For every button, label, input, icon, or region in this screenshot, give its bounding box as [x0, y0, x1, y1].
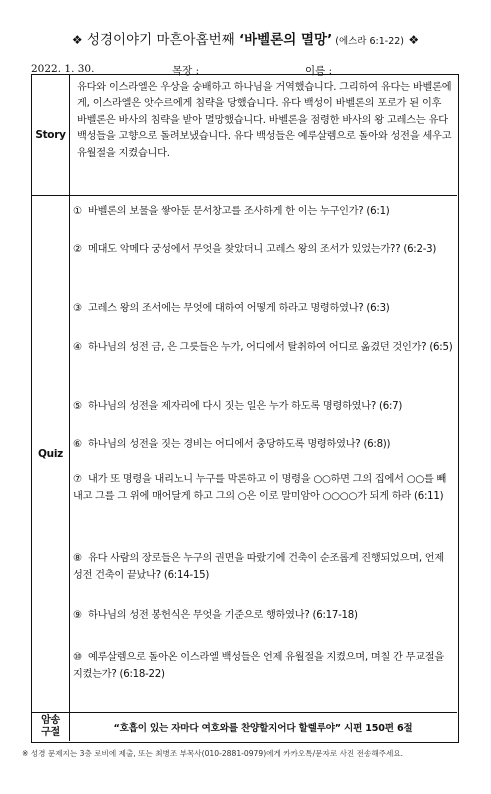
question-text: 내가 또 명령을 내리노니 누구를 막론하고 이 명령을 ○○하면 그의 집에서 ○○를 빼내고 그를 그 위에 매어달게 하고 그의 ○은 이로 말미암아 ○○○○가 되게 하라 (6:11): [73, 474, 447, 502]
question-number: ①: [73, 206, 82, 217]
question-number: ②: [73, 244, 82, 255]
question-text: 메대도 악메다 궁성에서 무엇을 찾았더니 고레스 왕의 조서가 있었는가?? (6:2-3): [88, 244, 437, 255]
story-text: 유다와 이스라엘은 우상을 숭배하고 하나님을 거역했습니다. 그리하여 유다는 바벨론에게, 이스라엘은 앗수르에게 침략을 당했습니다. 유다 백성이 바벨론의 포로가 된 이후 바벨론은 바사의 침략을 받아 멸망했습니다. 바벨론을 점령한 바사의 왕 고레스는 유다 백성들을 고향으로 돌려보냈습니다. 유다 백성들은 예루살렘으로 돌아와 성전을 세우고 유월절을 지켰습니다.: [77, 82, 452, 159]
title-prefix: 성경이야기 마흔아홉번째: [86, 32, 240, 48]
diamond-bullet-icon: ❖: [408, 33, 420, 47]
quiz-question-6: [73, 436, 453, 453]
question-number: ④: [73, 342, 82, 353]
memory-verse-label: [32, 713, 70, 741]
question-text: 하나님의 성전을 짓는 경비는 어디에서 충당하도록 명령하였나? (6:8)): [88, 439, 391, 450]
memory-label-line-2: 구절: [41, 727, 60, 738]
quiz-question-4: [73, 339, 453, 356]
footnote: ※ 성경 문제지는 3층 로비에 제출, 또는 최병조 부목사(010-2881-0979)에게 카카오톡/문자로 사진 전송해주세요.: [22, 749, 404, 758]
quiz-question-5: [73, 398, 453, 415]
question-text: 고레스 왕의 조서에는 무엇에 대하여 어떻게 하라고 명령하였나? (6:3): [88, 303, 390, 314]
question-text: 하나님의 성전을 제자리에 다시 짓는 일은 누가 하도록 명령하였나? (6:7): [88, 401, 403, 412]
story-content: [69, 75, 457, 195]
quiz-question-7: [73, 471, 453, 505]
memory-verse-row: [32, 713, 457, 741]
question-text: 하나님의 성전 금, 은 그릇들은 누가, 어디에서 탈취하여 어디로 옮겼던 것인가? (6:5): [88, 342, 453, 353]
quiz-question-10: [73, 649, 453, 683]
date-text: 2022. 1. 30.: [31, 63, 95, 75]
memory-verse-text: “호흡이 있는 자마다 여호와를 찬양할지어다 할렐루야” 시편 150편 6절: [113, 723, 413, 734]
name-label: 이름 :: [305, 65, 333, 77]
quiz-question-2: [73, 241, 453, 258]
title-reference: (에스라 6:1-22): [332, 36, 405, 47]
story-row: [32, 75, 457, 196]
question-text: 하나님의 성전 봉헌식은 무엇을 기준으로 행하였나? (6:17-18): [88, 610, 358, 621]
quiz-question-3: [73, 300, 453, 317]
question-number: ⑥: [73, 439, 82, 450]
quiz-question-8: [73, 550, 453, 584]
department-label: 목장 :: [172, 65, 200, 77]
quiz-content: [69, 196, 457, 712]
quiz-label: Quiz: [32, 196, 70, 712]
diamond-bullet-icon: ❖: [71, 33, 83, 47]
memory-verse-content: [69, 713, 457, 741]
question-number: ③: [73, 303, 82, 314]
question-number: ⑨: [73, 610, 82, 621]
question-number: ⑧: [73, 553, 82, 564]
question-text: 유다 사람의 장로들은 누구의 권면을 따랐기에 건축이 순조롭게 진행되었으며, 언제 성전 건축이 끝났나? (6:14-15): [73, 553, 444, 581]
title-main: ‘바벨론의 멸망’: [239, 32, 333, 48]
story-label: Story: [32, 75, 70, 195]
question-text: 예루살렘으로 돌아온 이스라엘 백성들은 언제 유월절을 지켰으며, 며칠 간 무교절을 지켰는가? (6:18-22): [73, 652, 444, 680]
memory-label-line-1: 암송: [41, 715, 60, 726]
question-number: ⑦: [73, 474, 82, 485]
question-number: ⑤: [73, 401, 82, 412]
question-text: 바벨론의 보물을 쌓아둔 문서창고를 조사하게 한 이는 누구인가? (6:1): [88, 206, 390, 217]
quiz-question-1: [73, 203, 453, 220]
question-number: ⑩: [73, 652, 82, 663]
worksheet-title: [0, 28, 491, 48]
quiz-row: [32, 196, 457, 713]
quiz-question-9: [73, 607, 453, 624]
worksheet-table: [31, 74, 459, 743]
